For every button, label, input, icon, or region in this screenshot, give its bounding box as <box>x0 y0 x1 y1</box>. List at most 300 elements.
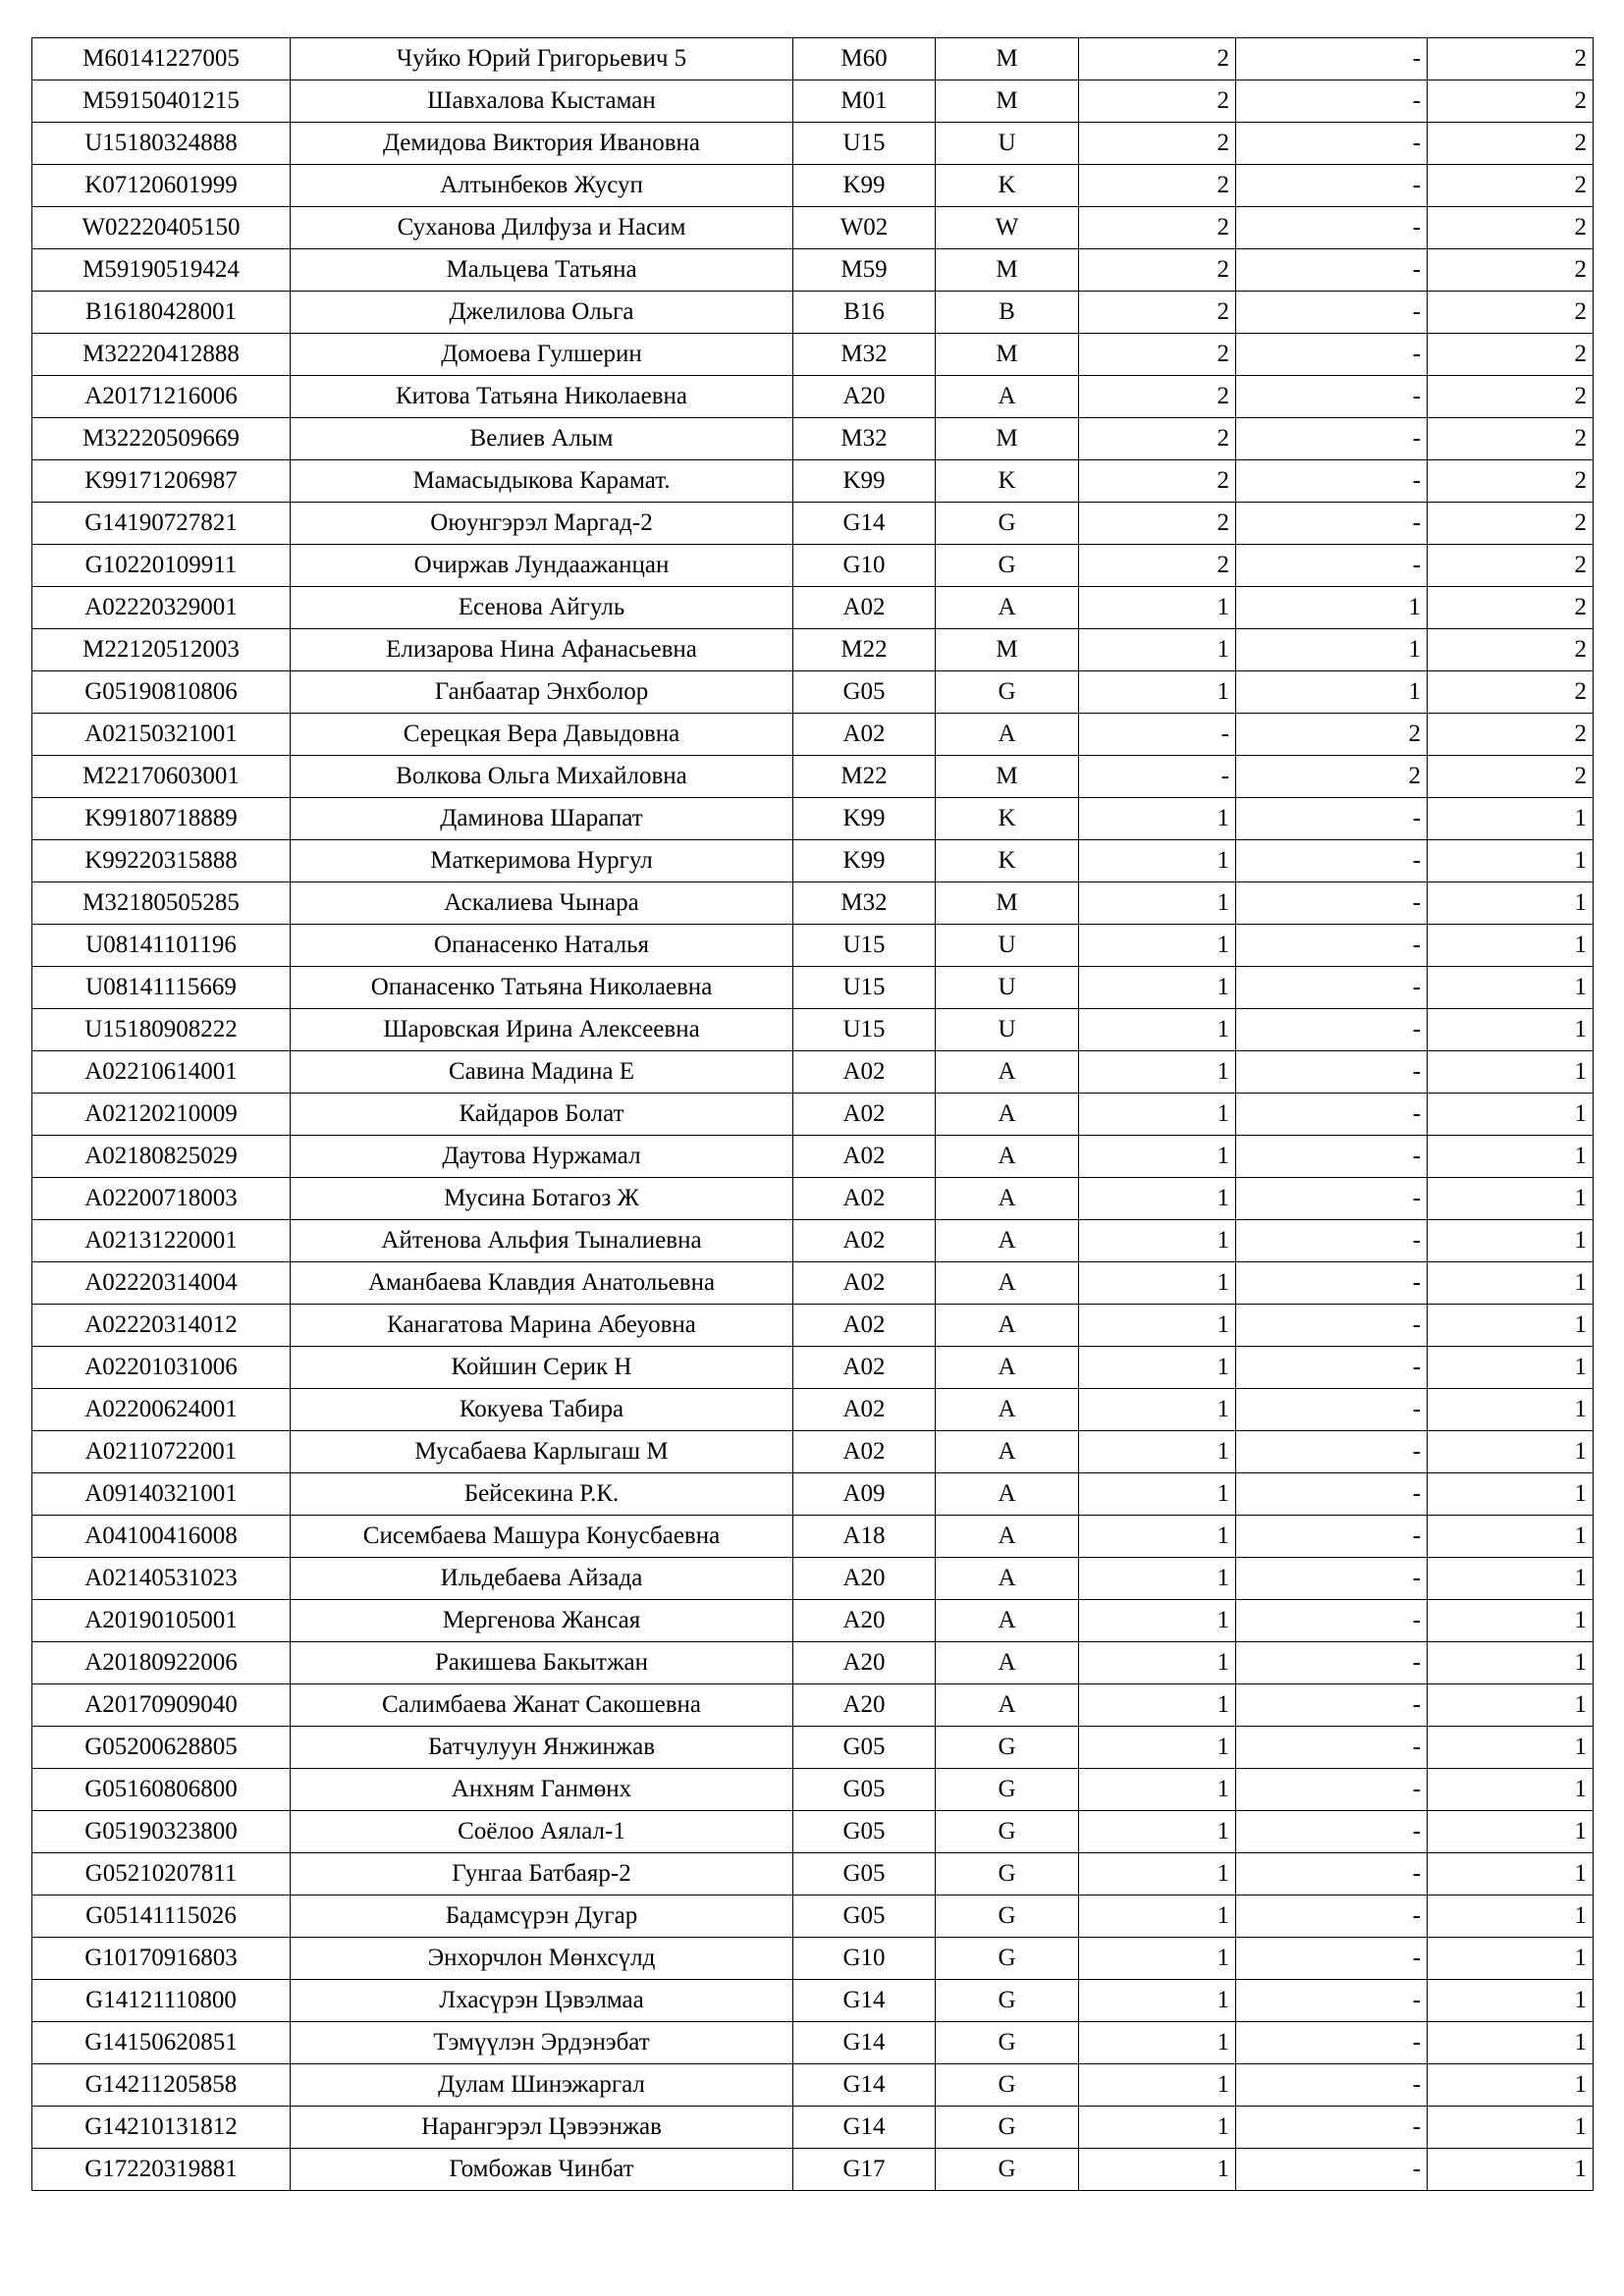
count-1-cell: 1 <box>1079 1938 1236 1980</box>
letter-cell: G <box>936 1769 1079 1811</box>
name-cell: Елизарова Нина Афанасьевна <box>291 629 793 671</box>
region-cell: A02 <box>793 714 936 756</box>
table-row <box>32 1262 1594 1305</box>
name-cell: Даминова Шарапат <box>291 798 793 840</box>
total-cell: 2 <box>1428 334 1594 376</box>
letter-cell: A <box>936 1600 1079 1642</box>
region-cell: A02 <box>793 1136 936 1178</box>
region-cell: A02 <box>793 1094 936 1136</box>
letter-cell: A <box>936 1305 1079 1347</box>
total-cell: 1 <box>1428 967 1594 1009</box>
table-row <box>32 1220 1594 1262</box>
count-2-cell: 2 <box>1236 756 1428 798</box>
count-1-cell: 1 <box>1079 840 1236 882</box>
letter-cell: K <box>936 460 1079 503</box>
table-row <box>32 1811 1594 1853</box>
count-1-cell: 2 <box>1079 503 1236 545</box>
name-cell: Мусабаева Карлыгаш М <box>291 1431 793 1473</box>
count-1-cell: 1 <box>1079 629 1236 671</box>
count-2-cell: - <box>1236 1220 1428 1262</box>
name-cell: Волкова Ольга Михайловна <box>291 756 793 798</box>
count-1-cell: 1 <box>1079 1896 1236 1938</box>
code-cell: G05190323800 <box>32 1811 291 1853</box>
count-2-cell: - <box>1236 2107 1428 2149</box>
count-2-cell: - <box>1236 1642 1428 1684</box>
table-row <box>32 2149 1594 2191</box>
code-cell: M22120512003 <box>32 629 291 671</box>
count-2-cell: - <box>1236 460 1428 503</box>
total-cell: 2 <box>1428 418 1594 460</box>
total-cell: 2 <box>1428 38 1594 80</box>
letter-cell: G <box>936 1853 1079 1896</box>
region-cell: G14 <box>793 2064 936 2107</box>
count-2-cell: - <box>1236 840 1428 882</box>
name-cell: Лхасүрэн Цэвэлмаа <box>291 1980 793 2022</box>
region-cell: M60 <box>793 38 936 80</box>
name-cell: Койшин Серик Н <box>291 1347 793 1389</box>
name-cell: Кайдаров Болат <box>291 1094 793 1136</box>
region-cell: K99 <box>793 460 936 503</box>
letter-cell: M <box>936 629 1079 671</box>
region-cell: A20 <box>793 376 936 418</box>
table-row <box>32 1558 1594 1600</box>
name-cell: Даутова Нуржамал <box>291 1136 793 1178</box>
region-cell: W02 <box>793 207 936 249</box>
name-cell: Алтынбеков Жусуп <box>291 165 793 207</box>
code-cell: M59150401215 <box>32 80 291 123</box>
region-cell: B16 <box>793 292 936 334</box>
total-cell: 2 <box>1428 165 1594 207</box>
records-table-body <box>32 38 1594 2191</box>
code-cell: G14211205858 <box>32 2064 291 2107</box>
region-cell: M59 <box>793 249 936 292</box>
name-cell: Аскалиева Чынара <box>291 882 793 925</box>
letter-cell: G <box>936 1811 1079 1853</box>
count-2-cell: - <box>1236 967 1428 1009</box>
table-row <box>32 1938 1594 1980</box>
code-cell: U08141115669 <box>32 967 291 1009</box>
region-cell: G17 <box>793 2149 936 2191</box>
code-cell: A02200624001 <box>32 1389 291 1431</box>
region-cell: G05 <box>793 1853 936 1896</box>
total-cell: 2 <box>1428 123 1594 165</box>
letter-cell: U <box>936 925 1079 967</box>
table-row <box>32 1473 1594 1516</box>
code-cell: A02131220001 <box>32 1220 291 1262</box>
total-cell: 1 <box>1428 1558 1594 1600</box>
count-2-cell: - <box>1236 2149 1428 2191</box>
letter-cell: M <box>936 418 1079 460</box>
name-cell: Дулам Шинэжаргал <box>291 2064 793 2107</box>
table-row <box>32 123 1594 165</box>
total-cell: 1 <box>1428 2149 1594 2191</box>
count-2-cell: - <box>1236 1389 1428 1431</box>
name-cell: Ракишева Бакытжан <box>291 1642 793 1684</box>
count-1-cell: 1 <box>1079 1769 1236 1811</box>
total-cell: 1 <box>1428 1262 1594 1305</box>
total-cell: 2 <box>1428 756 1594 798</box>
count-1-cell: 1 <box>1079 1136 1236 1178</box>
letter-cell: G <box>936 2107 1079 2149</box>
total-cell: 1 <box>1428 1853 1594 1896</box>
count-1-cell: 2 <box>1079 123 1236 165</box>
name-cell: Опанасенко Наталья <box>291 925 793 967</box>
total-cell: 1 <box>1428 1473 1594 1516</box>
region-cell: K99 <box>793 798 936 840</box>
total-cell: 2 <box>1428 503 1594 545</box>
code-cell: G14150620851 <box>32 2022 291 2064</box>
name-cell: Канагатова Марина Абеуовна <box>291 1305 793 1347</box>
letter-cell: A <box>936 1473 1079 1516</box>
code-cell: M59190519424 <box>32 249 291 292</box>
count-2-cell: - <box>1236 80 1428 123</box>
count-1-cell: 1 <box>1079 1347 1236 1389</box>
code-cell: G05190810806 <box>32 671 291 714</box>
table-row <box>32 756 1594 798</box>
count-2-cell: - <box>1236 1178 1428 1220</box>
name-cell: Маткеримова Нургул <box>291 840 793 882</box>
count-2-cell: - <box>1236 1262 1428 1305</box>
count-2-cell: - <box>1236 1980 1428 2022</box>
code-cell: A04100416008 <box>32 1516 291 1558</box>
total-cell: 2 <box>1428 671 1594 714</box>
region-cell: U15 <box>793 123 936 165</box>
name-cell: Мальцева Татьяна <box>291 249 793 292</box>
letter-cell: M <box>936 249 1079 292</box>
total-cell: 2 <box>1428 545 1594 587</box>
count-2-cell: - <box>1236 545 1428 587</box>
code-cell: A02150321001 <box>32 714 291 756</box>
count-2-cell: - <box>1236 207 1428 249</box>
total-cell: 1 <box>1428 2022 1594 2064</box>
code-cell: G05210207811 <box>32 1853 291 1896</box>
region-cell: A20 <box>793 1684 936 1727</box>
region-cell: M22 <box>793 629 936 671</box>
code-cell: A02120210009 <box>32 1094 291 1136</box>
name-cell: Джелилова Ольга <box>291 292 793 334</box>
code-cell: G10170916803 <box>32 1938 291 1980</box>
count-2-cell: - <box>1236 882 1428 925</box>
count-1-cell: 2 <box>1079 38 1236 80</box>
name-cell: Савина Мадина Е <box>291 1051 793 1094</box>
letter-cell: G <box>936 2064 1079 2107</box>
total-cell: 1 <box>1428 1938 1594 1980</box>
code-cell: M32220412888 <box>32 334 291 376</box>
code-cell: G14121110800 <box>32 1980 291 2022</box>
table-row <box>32 840 1594 882</box>
letter-cell: B <box>936 292 1079 334</box>
total-cell: 2 <box>1428 207 1594 249</box>
total-cell: 1 <box>1428 925 1594 967</box>
table-row <box>32 80 1594 123</box>
code-cell: G10220109911 <box>32 545 291 587</box>
count-1-cell: 1 <box>1079 1178 1236 1220</box>
region-cell: A09 <box>793 1473 936 1516</box>
count-1-cell: 1 <box>1079 2149 1236 2191</box>
region-cell: G05 <box>793 1811 936 1853</box>
count-2-cell: - <box>1236 1136 1428 1178</box>
letter-cell: U <box>936 1009 1079 1051</box>
region-cell: A02 <box>793 1178 936 1220</box>
region-cell: A20 <box>793 1642 936 1684</box>
region-cell: G14 <box>793 503 936 545</box>
letter-cell: M <box>936 882 1079 925</box>
count-1-cell: 1 <box>1079 798 1236 840</box>
total-cell: 1 <box>1428 1980 1594 2022</box>
letter-cell: A <box>936 1684 1079 1727</box>
count-2-cell: - <box>1236 1516 1428 1558</box>
table-row <box>32 334 1594 376</box>
count-1-cell: 1 <box>1079 1684 1236 1727</box>
code-cell: A02220329001 <box>32 587 291 629</box>
count-2-cell: - <box>1236 1094 1428 1136</box>
count-2-cell: - <box>1236 1051 1428 1094</box>
name-cell: Тэмүүлэн Эрдэнэбат <box>291 2022 793 2064</box>
count-2-cell: 2 <box>1236 714 1428 756</box>
table-row <box>32 460 1594 503</box>
records-table <box>31 37 1594 2191</box>
count-1-cell: 1 <box>1079 1389 1236 1431</box>
table-row <box>32 1980 1594 2022</box>
count-2-cell: 1 <box>1236 629 1428 671</box>
name-cell: Ильдебаева Айзада <box>291 1558 793 1600</box>
count-2-cell: - <box>1236 1769 1428 1811</box>
total-cell: 1 <box>1428 1769 1594 1811</box>
count-2-cell: - <box>1236 503 1428 545</box>
region-cell: K99 <box>793 165 936 207</box>
name-cell: Мергенова Жансая <box>291 1600 793 1642</box>
count-1-cell: 2 <box>1079 376 1236 418</box>
letter-cell: A <box>936 1051 1079 1094</box>
count-2-cell: - <box>1236 1347 1428 1389</box>
table-row <box>32 1389 1594 1431</box>
count-1-cell: 1 <box>1079 1558 1236 1600</box>
count-2-cell: - <box>1236 334 1428 376</box>
region-cell: G14 <box>793 2022 936 2064</box>
code-cell: A20180922006 <box>32 1642 291 1684</box>
count-1-cell: 1 <box>1079 2064 1236 2107</box>
count-1-cell: 1 <box>1079 1980 1236 2022</box>
count-2-cell: - <box>1236 1558 1428 1600</box>
table-row <box>32 1347 1594 1389</box>
letter-cell: M <box>936 80 1079 123</box>
name-cell: Бейсекина Р.К. <box>291 1473 793 1516</box>
table-row <box>32 418 1594 460</box>
total-cell: 1 <box>1428 840 1594 882</box>
count-1-cell: 2 <box>1079 418 1236 460</box>
letter-cell: A <box>936 1558 1079 1600</box>
code-cell: M32180505285 <box>32 882 291 925</box>
total-cell: 1 <box>1428 1178 1594 1220</box>
table-row <box>32 1727 1594 1769</box>
code-cell: B16180428001 <box>32 292 291 334</box>
region-cell: A02 <box>793 1347 936 1389</box>
code-cell: A02210614001 <box>32 1051 291 1094</box>
code-cell: M32220509669 <box>32 418 291 460</box>
name-cell: Оюунгэрэл Маргад-2 <box>291 503 793 545</box>
name-cell: Есенова Айгуль <box>291 587 793 629</box>
table-row <box>32 798 1594 840</box>
name-cell: Сисембаева Машура Конусбаевна <box>291 1516 793 1558</box>
letter-cell: A <box>936 714 1079 756</box>
region-cell: A02 <box>793 587 936 629</box>
code-cell: A20171216006 <box>32 376 291 418</box>
count-1-cell: 2 <box>1079 460 1236 503</box>
code-cell: W02220405150 <box>32 207 291 249</box>
count-2-cell: - <box>1236 1305 1428 1347</box>
code-cell: A02180825029 <box>32 1136 291 1178</box>
total-cell: 2 <box>1428 376 1594 418</box>
name-cell: Гунгаа Батбаяр-2 <box>291 1853 793 1896</box>
count-1-cell: 1 <box>1079 1262 1236 1305</box>
count-2-cell: - <box>1236 1684 1428 1727</box>
letter-cell: A <box>936 1262 1079 1305</box>
count-1-cell: 2 <box>1079 207 1236 249</box>
name-cell: Салимбаева Жанат Сакошевна <box>291 1684 793 1727</box>
count-2-cell: - <box>1236 1853 1428 1896</box>
region-cell: K99 <box>793 840 936 882</box>
letter-cell: K <box>936 165 1079 207</box>
total-cell: 1 <box>1428 1305 1594 1347</box>
letter-cell: A <box>936 1136 1079 1178</box>
table-row <box>32 207 1594 249</box>
total-cell: 1 <box>1428 1389 1594 1431</box>
total-cell: 1 <box>1428 1896 1594 1938</box>
code-cell: G17220319881 <box>32 2149 291 2191</box>
name-cell: Чуйко Юрий Григорьевич 5 <box>291 38 793 80</box>
name-cell: Айтенова Альфия Тыналиевна <box>291 1220 793 1262</box>
code-cell: G14210131812 <box>32 2107 291 2149</box>
code-cell: A02110722001 <box>32 1431 291 1473</box>
total-cell: 2 <box>1428 714 1594 756</box>
count-1-cell: 2 <box>1079 334 1236 376</box>
code-cell: A02220314004 <box>32 1262 291 1305</box>
total-cell: 1 <box>1428 1094 1594 1136</box>
table-row <box>32 2022 1594 2064</box>
table-row <box>32 1896 1594 1938</box>
count-2-cell: - <box>1236 38 1428 80</box>
total-cell: 1 <box>1428 1684 1594 1727</box>
letter-cell: G <box>936 1727 1079 1769</box>
letter-cell: A <box>936 1094 1079 1136</box>
table-row <box>32 2107 1594 2149</box>
letter-cell: G <box>936 545 1079 587</box>
letter-cell: G <box>936 2022 1079 2064</box>
count-1-cell: - <box>1079 714 1236 756</box>
region-cell: G10 <box>793 545 936 587</box>
region-cell: G05 <box>793 671 936 714</box>
letter-cell: A <box>936 1220 1079 1262</box>
name-cell: Энхорчлон Мөнхсүлд <box>291 1938 793 1980</box>
letter-cell: A <box>936 1178 1079 1220</box>
count-1-cell: 1 <box>1079 882 1236 925</box>
total-cell: 1 <box>1428 1136 1594 1178</box>
table-row <box>32 503 1594 545</box>
region-cell: G10 <box>793 1938 936 1980</box>
count-1-cell: 1 <box>1079 2022 1236 2064</box>
letter-cell: M <box>936 38 1079 80</box>
code-cell: A02200718003 <box>32 1178 291 1220</box>
count-2-cell: - <box>1236 1896 1428 1938</box>
name-cell: Серецкая Вера Давыдовна <box>291 714 793 756</box>
letter-cell: G <box>936 1980 1079 2022</box>
code-cell: M60141227005 <box>32 38 291 80</box>
table-row <box>32 1642 1594 1684</box>
count-2-cell: - <box>1236 925 1428 967</box>
table-row <box>32 629 1594 671</box>
count-2-cell: - <box>1236 1009 1428 1051</box>
letter-cell: M <box>936 334 1079 376</box>
total-cell: 1 <box>1428 1431 1594 1473</box>
code-cell: A20190105001 <box>32 1600 291 1642</box>
count-2-cell: - <box>1236 2022 1428 2064</box>
table-row <box>32 38 1594 80</box>
count-1-cell: 2 <box>1079 249 1236 292</box>
name-cell: Мамасыдыкова Карамат. <box>291 460 793 503</box>
count-1-cell: 1 <box>1079 1051 1236 1094</box>
letter-cell: G <box>936 671 1079 714</box>
table-row <box>32 1136 1594 1178</box>
total-cell: 2 <box>1428 629 1594 671</box>
region-cell: M32 <box>793 334 936 376</box>
count-1-cell: 1 <box>1079 967 1236 1009</box>
count-1-cell: 1 <box>1079 1727 1236 1769</box>
region-cell: A02 <box>793 1431 936 1473</box>
table-row <box>32 1516 1594 1558</box>
region-cell: M01 <box>793 80 936 123</box>
code-cell: U15180324888 <box>32 123 291 165</box>
table-row <box>32 249 1594 292</box>
code-cell: G05141115026 <box>32 1896 291 1938</box>
code-cell: U08141101196 <box>32 925 291 967</box>
count-1-cell: 1 <box>1079 1516 1236 1558</box>
table-row <box>32 292 1594 334</box>
letter-cell: G <box>936 1896 1079 1938</box>
table-row <box>32 1094 1594 1136</box>
count-1-cell: - <box>1079 756 1236 798</box>
region-cell: A02 <box>793 1389 936 1431</box>
letter-cell: M <box>936 756 1079 798</box>
letter-cell: U <box>936 123 1079 165</box>
count-2-cell: - <box>1236 165 1428 207</box>
region-cell: A20 <box>793 1558 936 1600</box>
letter-cell: G <box>936 2149 1079 2191</box>
total-cell: 2 <box>1428 292 1594 334</box>
letter-cell: A <box>936 1431 1079 1473</box>
name-cell: Гомбожав Чинбат <box>291 2149 793 2191</box>
table-row <box>32 545 1594 587</box>
letter-cell: G <box>936 1938 1079 1980</box>
name-cell: Соёлоо Аялал-1 <box>291 1811 793 1853</box>
table-row <box>32 882 1594 925</box>
count-2-cell: - <box>1236 1811 1428 1853</box>
region-cell: M32 <box>793 418 936 460</box>
name-cell: Бадамсүрэн Дугар <box>291 1896 793 1938</box>
name-cell: Батчулуун Янжинжав <box>291 1727 793 1769</box>
count-2-cell: 1 <box>1236 587 1428 629</box>
table-row <box>32 925 1594 967</box>
total-cell: 1 <box>1428 1727 1594 1769</box>
code-cell: U15180908222 <box>32 1009 291 1051</box>
region-cell: G05 <box>793 1727 936 1769</box>
letter-cell: A <box>936 1642 1079 1684</box>
total-cell: 1 <box>1428 1347 1594 1389</box>
table-row <box>32 671 1594 714</box>
name-cell: Опанасенко Татьяна Николаевна <box>291 967 793 1009</box>
code-cell: K99171206987 <box>32 460 291 503</box>
count-1-cell: 2 <box>1079 545 1236 587</box>
region-cell: U15 <box>793 925 936 967</box>
